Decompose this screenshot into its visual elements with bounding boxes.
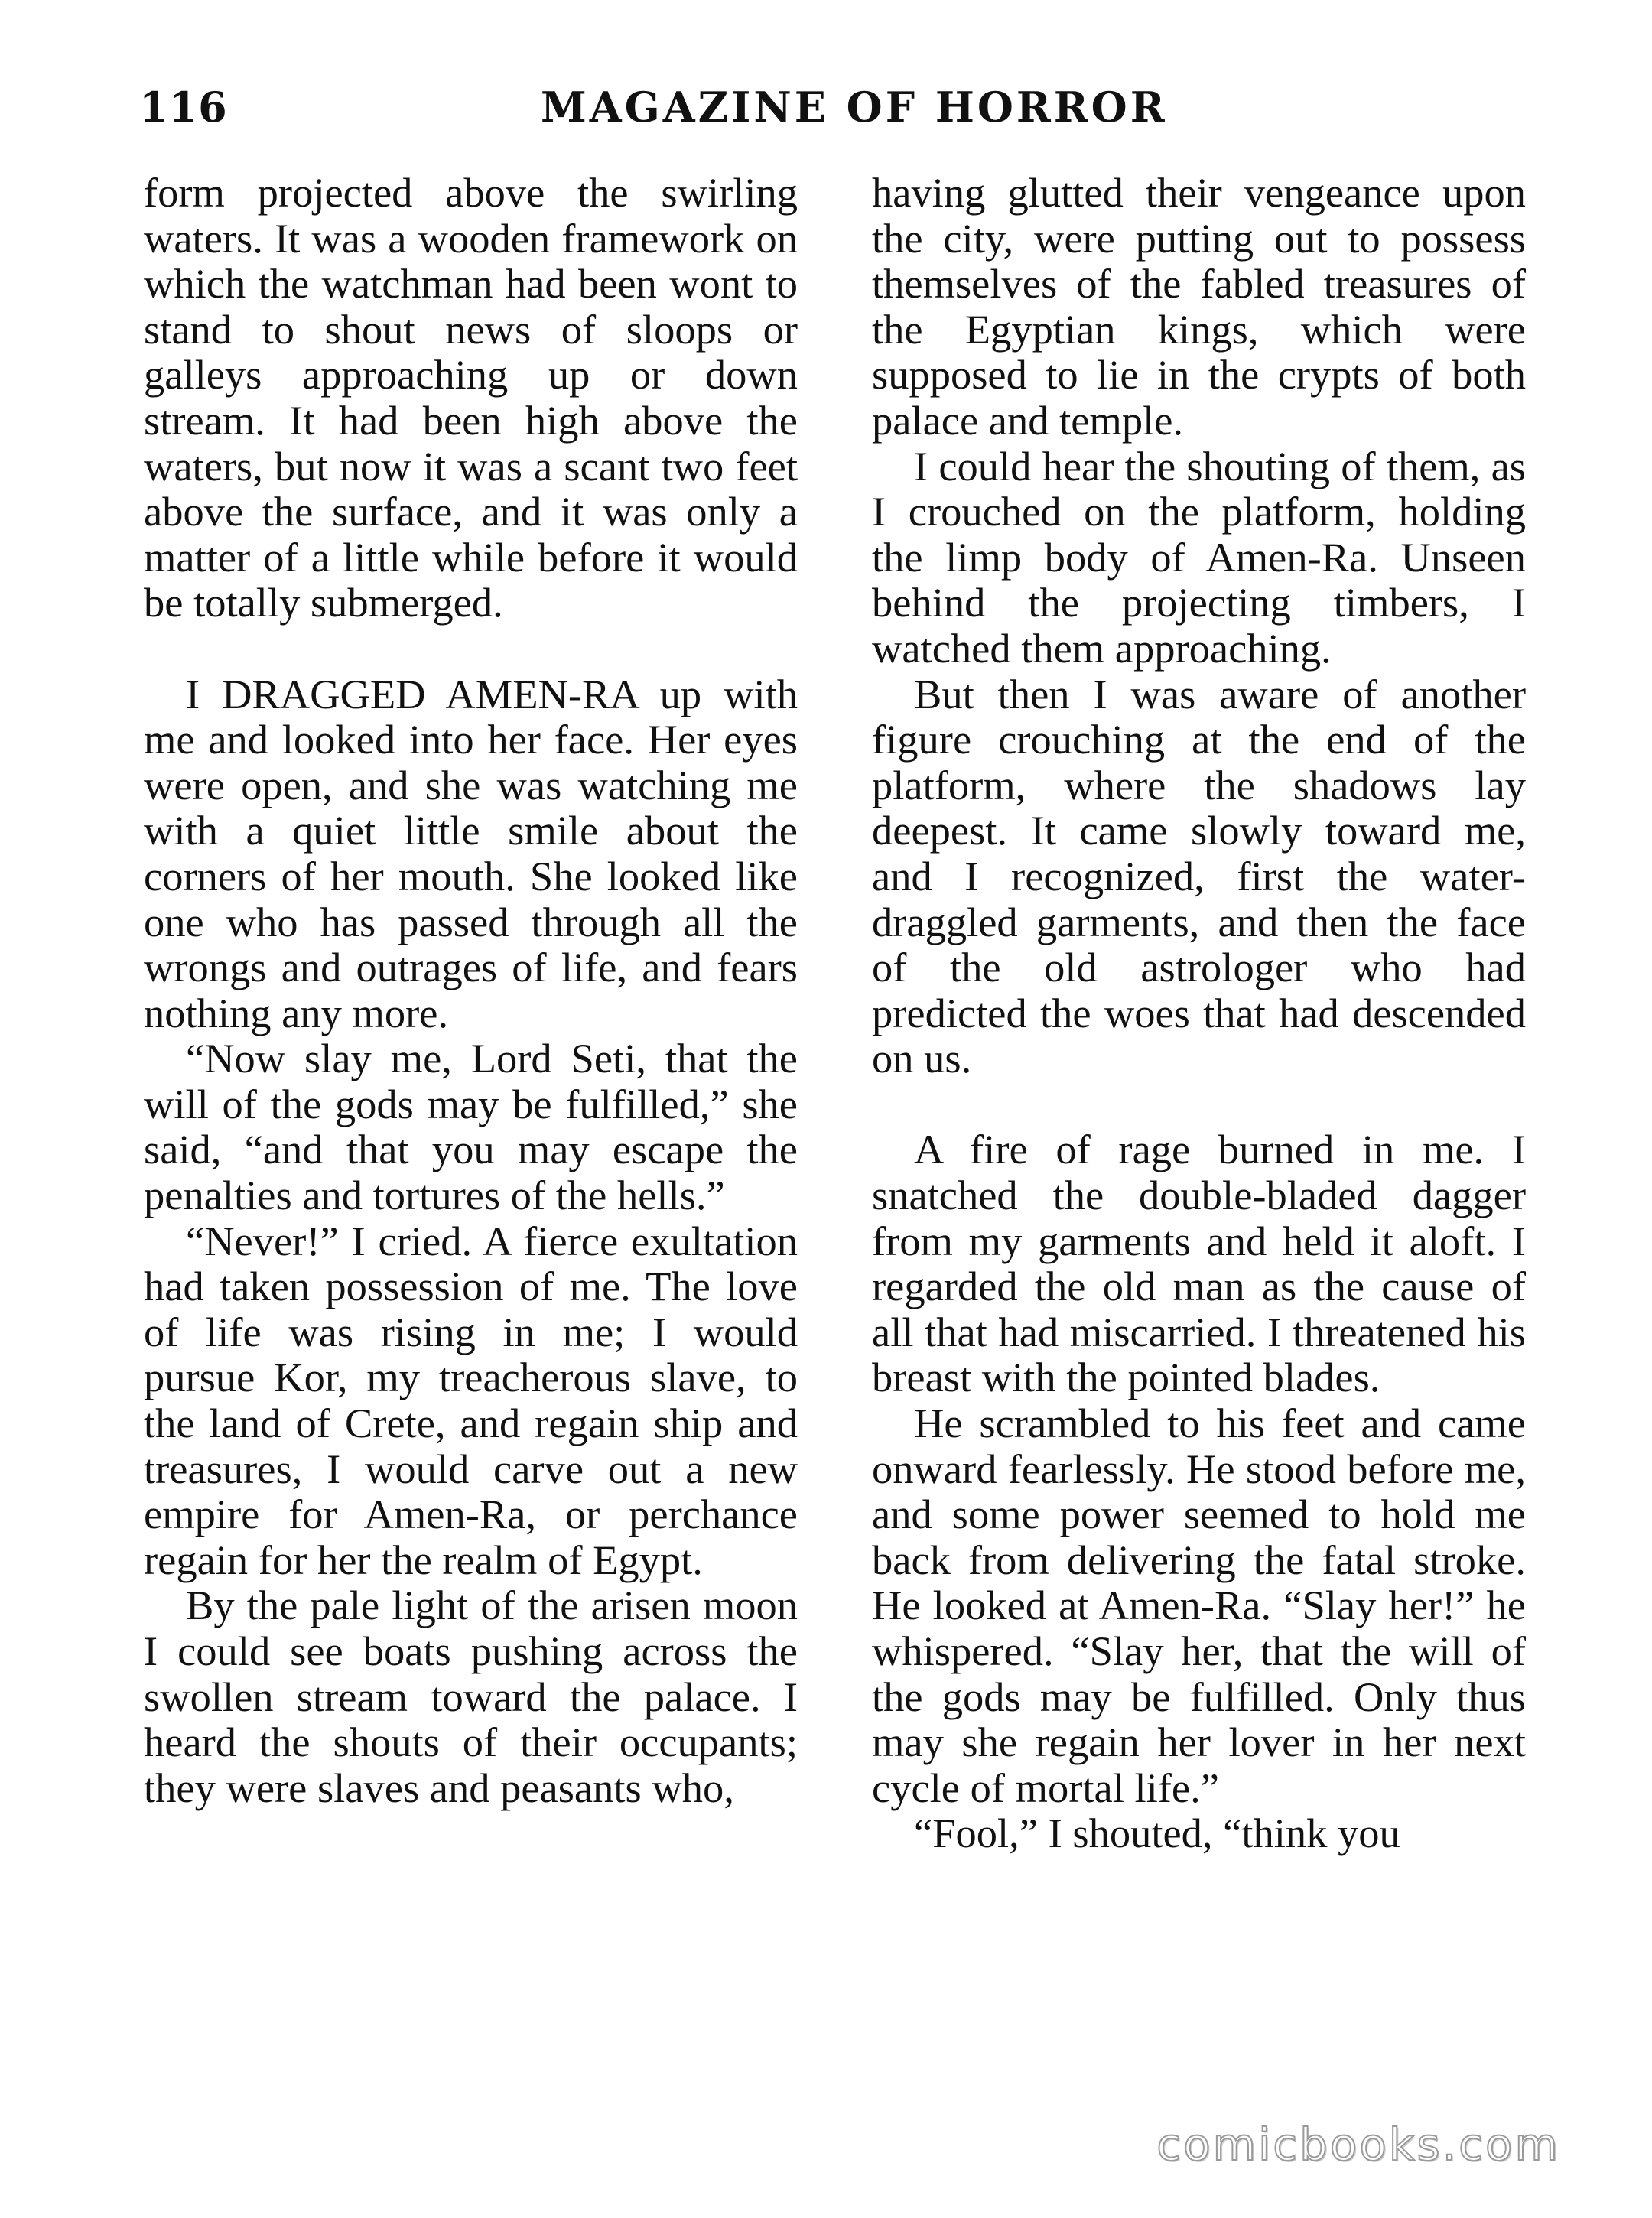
paragraph: “Now slay me, Lord Seti, that the will of the gods may be fulfilled,” she said, “and that you may escape the penalties and tortures of the hells.” — [144, 1035, 798, 1219]
paragraph: “Fool,” I shouted, “think you — [914, 1810, 1400, 1857]
paragraph: He scrambled to his feet and came onward fearlessly. He stood before me, and some power seemed to hold me back from delivering the fatal stroke. He looked at Amen-Ra. “Slay her!” he whispered. “Slay her, that the will of the gods may be fulfilled. Only thus may she regain her lover in her next cycle of mortal life.” — [872, 1400, 1526, 1811]
page-number: 116 — [139, 83, 228, 132]
paragraph: having glutted their vengeance upon the city, were putting out to possess themselves of the fabled treasures of the Egyptian kings, which were supposed to lie in the crypts of both palace and temple. — [872, 169, 1526, 444]
paragraph: form projected above the swirling waters. It was a wooden framework on which the watchman had been wont to stand to shout news of sloops or galleys approaching up or down stream. It had been high above the waters, but now it was a scant two feet above the surface, and it was only a matter of a little while before it would be totally submerged. — [144, 169, 798, 626]
right-column — [872, 170, 1526, 1856]
paragraph: “Never!” I cried. A fierce exultation had taken possession of me. The love of life was rising in me; I would pursue Kor, my treacherous slave, to the land of Crete, and regain ship and treasures, I would carve out a new empire for Amen-Ra, or perchance regain for her the realm of Egypt. — [144, 1217, 798, 1583]
running-title: MAGAZINE OF HORROR — [541, 83, 1168, 132]
page-header — [139, 83, 1531, 144]
left-column — [144, 170, 798, 1810]
paragraph: A fire of rage burned in me. I snatched the double-bladed dagger from my garments and held it aloft. I regarded the old man as the cause of all that had miscarried. I threatened his breast with the pointed blades. — [872, 1126, 1526, 1401]
paragraph: By the pale light of the arisen moon I could see boats pushing across the swollen stream toward the palace. I heard the shouts of their occupants; they were slaves and peasants who, — [144, 1582, 798, 1811]
paragraph: I could hear the shouting of them, as I crouched on the platform, holding the limp body of Amen-Ra. Unseen behind the projecting timbers, I watched them approaching. — [872, 442, 1526, 672]
paragraph: But then I was aware of another figure crouching at the end of the platform, where the shadows lay deepest. It came slowly toward me, and I recognized, first the water-draggled garments, and then the face of the old astrologer who had predicted the woes that had descended on us. — [872, 670, 1526, 1082]
paragraph: I DRAGGED AMEN-RA up with me and looked into her face. Her eyes were open, and she was watching me with a quiet little smile about the corners of her mouth. She looked like one who has passed through all the wrongs and outrages of life, and fears nothing any more. — [144, 670, 798, 1036]
watermark: comicbooks.com — [1156, 2119, 1560, 2171]
